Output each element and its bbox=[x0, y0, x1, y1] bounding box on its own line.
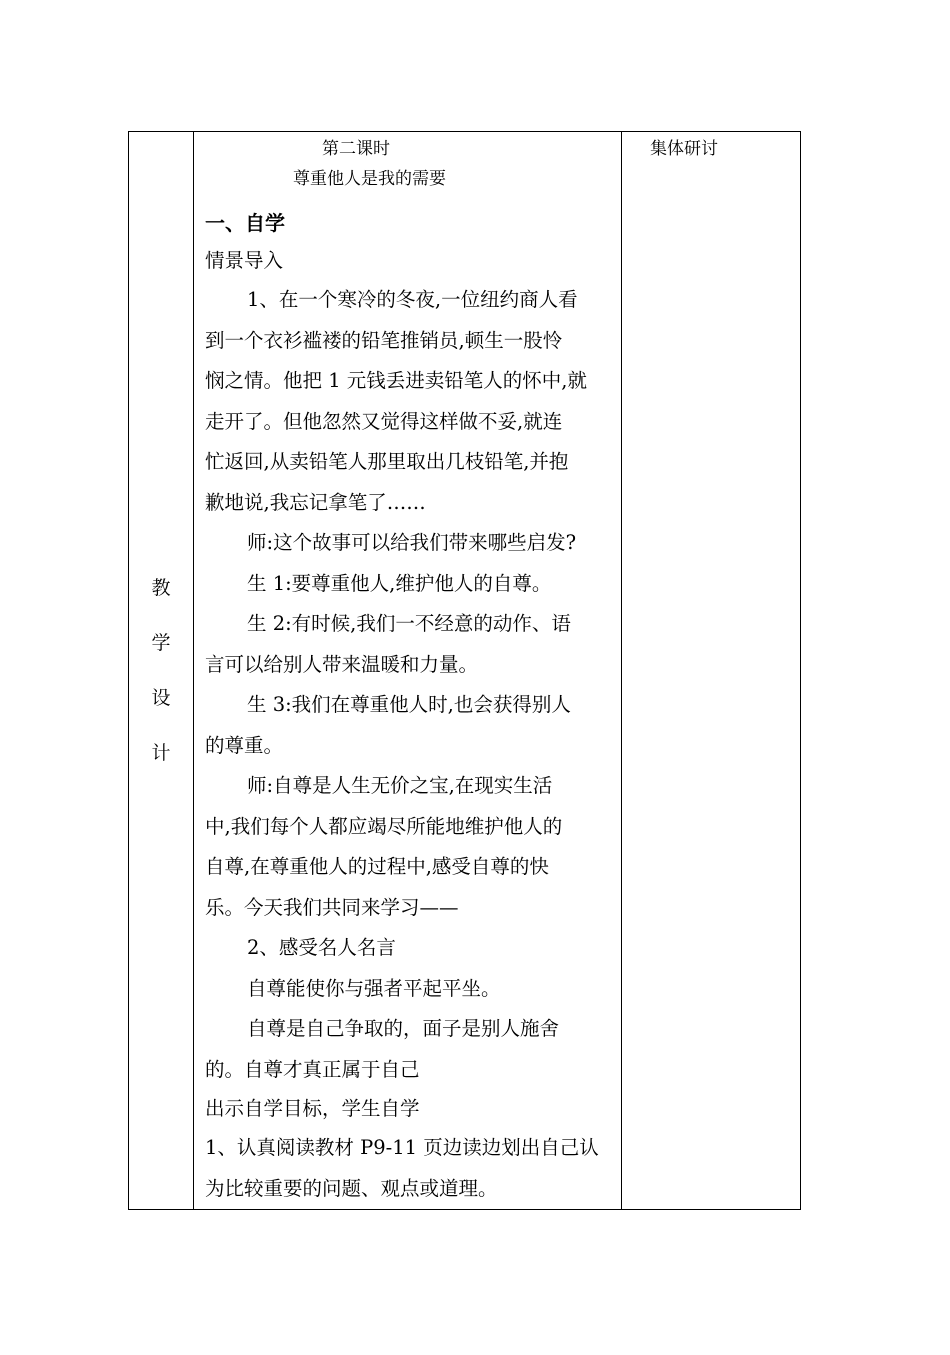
dialogue-line: 师:这个故事可以给我们带来哪些启发? bbox=[247, 531, 577, 554]
goal-line: 1、认真阅读教材 P9-11 页边读边划出自己认 bbox=[205, 1136, 599, 1159]
lesson-plan-table bbox=[128, 131, 801, 1210]
story-line: 歉地说,我忘记拿笔了…… bbox=[205, 490, 426, 514]
story-line: 1、在一个寒冷的冬夜,一位纽约商人看 bbox=[247, 288, 578, 311]
dialogue-line: 师:自尊是人生无价之宝,在现实生活 bbox=[247, 774, 553, 797]
dialogue-line: 乐。今天我们共同来学习—— bbox=[205, 895, 459, 919]
story-line: 走开了。但他忽然又觉得这样做不妥,就连 bbox=[205, 409, 563, 433]
dialogue-line: 生 2:有时候,我们一不经意的动作、语 bbox=[247, 612, 571, 635]
dialogue-line: 生 3:我们在尊重他人时,也会获得别人 bbox=[247, 693, 571, 716]
dialogue-line: 中,我们每个人都应竭尽所能地维护他人的 bbox=[205, 814, 563, 838]
quote-line: 的。自尊才真正属于自己 bbox=[205, 1057, 420, 1081]
lesson-content bbox=[194, 132, 621, 1209]
side-label-char: 教 bbox=[151, 576, 171, 599]
goal-line: 为比较重要的问题、观点或道理。 bbox=[205, 1176, 498, 1200]
dialogue-line: 言可以给别人带来温暖和力量。 bbox=[205, 652, 479, 676]
period-title: 第二课时 bbox=[322, 139, 390, 159]
notes-heading: 集体研讨 bbox=[650, 139, 718, 159]
table-row bbox=[129, 132, 801, 1210]
story-line: 悯之情。他把 1 元钱丢进卖铅笔人的怀中,就 bbox=[205, 369, 588, 392]
quote-line: 自尊是自己争取的，面子是别人施舍 bbox=[247, 1017, 560, 1040]
main-content-cell bbox=[194, 132, 622, 1210]
dialogue-line: 自尊,在尊重他人的过程中,感受自尊的快 bbox=[205, 855, 549, 878]
quotes-heading: 2、感受名人名言 bbox=[247, 936, 396, 959]
side-label-char: 设 bbox=[151, 686, 171, 709]
dialogue-line: 的尊重。 bbox=[205, 733, 284, 757]
section-heading: 一、自学 bbox=[205, 211, 285, 235]
quote-line: 自尊能使你与强者平起平坐。 bbox=[247, 976, 501, 1000]
dialogue-line: 生 1:要尊重他人,维护他人的自尊。 bbox=[247, 571, 552, 595]
story-line: 忙返回,从卖铅笔人那里取出几枝铅笔,并抱 bbox=[205, 450, 569, 473]
story-line: 到一个衣衫褴褛的铅笔推销员,顿生一股怜 bbox=[205, 328, 563, 352]
notes-cell bbox=[622, 132, 801, 1210]
side-label-char: 计 bbox=[151, 741, 171, 764]
side-label bbox=[129, 561, 193, 781]
topic-title: 尊重他人是我的需要 bbox=[293, 169, 446, 189]
side-label-cell bbox=[129, 132, 194, 1210]
goal-intro: 出示自学目标，学生自学 bbox=[205, 1097, 420, 1120]
scene-intro: 情景导入 bbox=[205, 249, 284, 272]
side-label-char: 学 bbox=[151, 631, 171, 654]
